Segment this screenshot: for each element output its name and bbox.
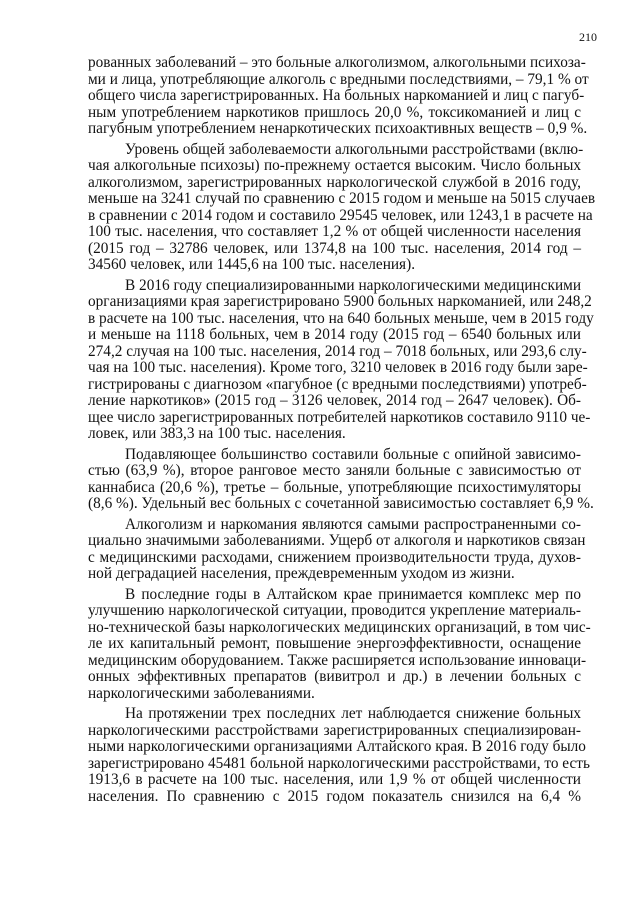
paragraph: [88, 445, 594, 513]
text-line: наркологическими заболеваниями.: [88, 684, 315, 702]
text-line: и меньше на 1118 больных, чем в 2014 году (2015 год – 6540 больных или: [88, 326, 581, 343]
text-line: общего числа зарегистрированных. На больных наркоманией и лиц с пагуб-: [88, 87, 585, 104]
text-line: ными наркологическими организациями Алтайского края. В 2016 году было: [88, 738, 586, 755]
text-line: алкоголизмом, зарегистрированных наркологической службой в 2016 году,: [88, 173, 581, 191]
text-line: Подавляющее большинство составили больные с опийной зависимо-: [125, 445, 581, 463]
text-line: 100 тыс. населения, что составляет 1,2 % от общей численности населения: [88, 223, 581, 240]
paragraph: [88, 705, 590, 805]
text-line: 34560 человек, или 1445,6 на 100 тыс. населения).: [88, 256, 416, 273]
paragraph: [88, 276, 594, 443]
text-line: ление наркотиков» (2015 год – 3126 человек, 2014 год – 2647 человек). Об-: [88, 392, 581, 409]
text-line: 274,2 случая на 100 тыс. населения, 2014 год – 7018 больных, или 293,6 слу-: [88, 342, 587, 360]
text-line: в сравнении с 2014 годом и составило 29545 человек, или 1243,1 в расчете на: [88, 206, 593, 224]
text-line: Уровень общей заболеваемости алкогольными расстройствами (вклю-: [125, 140, 584, 158]
text-line: зарегистрировано 45481 больной наркологическими расстройствами, то есть: [88, 754, 590, 772]
paragraph: [88, 54, 589, 138]
text-line: циально значимыми заболеваниями. Ущерб от алкоголя и наркотиков связан: [88, 532, 586, 549]
text-line: чая на 100 тыс. населения). Кроме того, 3210 человек в 2016 году были заре-: [88, 359, 588, 376]
text-line: 1913,6 в расчете на 100 тыс. населения, или 1,9 % от общей численности: [88, 771, 581, 788]
text-line: ле их капитальный ремонт, повышение энергоэффективности, оснащение: [88, 635, 581, 652]
text-line: каннабиса (20,6 %), третье – больные, употребляющие психостимуляторы: [88, 478, 581, 496]
text-line: гистрированы с диагнозом «пагубное (с вредными последствиями) употреб-: [88, 375, 587, 393]
paragraph: [88, 515, 586, 583]
text-line: щее число зарегистрированных потребителей наркотиков составило 9110 че-: [88, 408, 591, 426]
text-line: онных эффективных препаратов (вивитрол и др.) в лечении больных с: [88, 668, 581, 685]
text-line: В последние годы в Алтайском крае принимается комплекс мер по: [125, 585, 581, 603]
text-line: ной деградацией населения, преждевременным уходом из жизни.: [88, 565, 515, 582]
text-line: (2015 год – 32786 человек, или 1374,8 на 100 тыс. населения, 2014 год –: [88, 239, 581, 257]
text-line: наркологическими расстройствами зарегистрированных специализирован-: [88, 721, 581, 739]
paragraph: [88, 140, 596, 274]
page-number: 210: [579, 30, 597, 44]
text-line: организациями края зарегистрировано 5900 больных наркоманией, или 248,2: [88, 293, 592, 310]
text-line: медицинским оборудованием. Также расширяется использование инноваци-: [88, 651, 587, 669]
text-line: В 2016 году специализированными наркологическими медицинскими: [125, 276, 581, 294]
paragraph: [88, 585, 591, 703]
text-line: ловек, или 383,3 на 100 тыс. населения.: [88, 425, 346, 442]
text-line: пагубным употреблением ненаркотических психоактивных веществ – 0,9 %.: [88, 120, 588, 137]
text-line: населения. По сравнению с 2015 годом показатель снизился на 6,4 %: [88, 787, 581, 805]
text-line: чая алкогольные психозы) по-прежнему остается высоким. Число больных: [88, 157, 581, 174]
text-line: Алкоголизм и наркомания являются самыми распространенными со-: [125, 515, 581, 533]
text-line: с медицинскими расходами, снижением производительности труда, духов-: [88, 548, 581, 566]
text-line: улучшению наркологической ситуации, проводится укрепление материаль-: [88, 602, 581, 619]
text-line: ным употреблением наркотиков пришлось 20,0 %, токсикоманией и лиц с: [88, 103, 581, 121]
text-line: стью (63,9 %), второе ранговое место заняли больные с зависимостью от: [88, 462, 581, 479]
text-line: меньше на 3241 случай по сравнению с 2015 годом и меньше на 5015 случаев: [88, 190, 596, 207]
text-line: На протяжении трех последних лет наблюдается снижение больных: [125, 705, 581, 722]
text-line: в расчете на 100 тыс. населения, что на 640 больных меньше, чем в 2015 году: [88, 309, 594, 327]
text-line: (8,6 %). Удельный вес больных с сочетанной зависимостью составляет 6,9 %.: [88, 495, 594, 512]
text-line: ми и лица, употребляющие алкоголь с вредными последствиями, – 79,1 % от: [88, 70, 589, 88]
body-text: [88, 54, 596, 805]
text-line: но-технической базы наркологических медицинских организаций, в том чис-: [88, 618, 591, 636]
text-line: рованных заболеваний – это больные алкоголизмом, алкогольными психоза-: [88, 54, 586, 71]
